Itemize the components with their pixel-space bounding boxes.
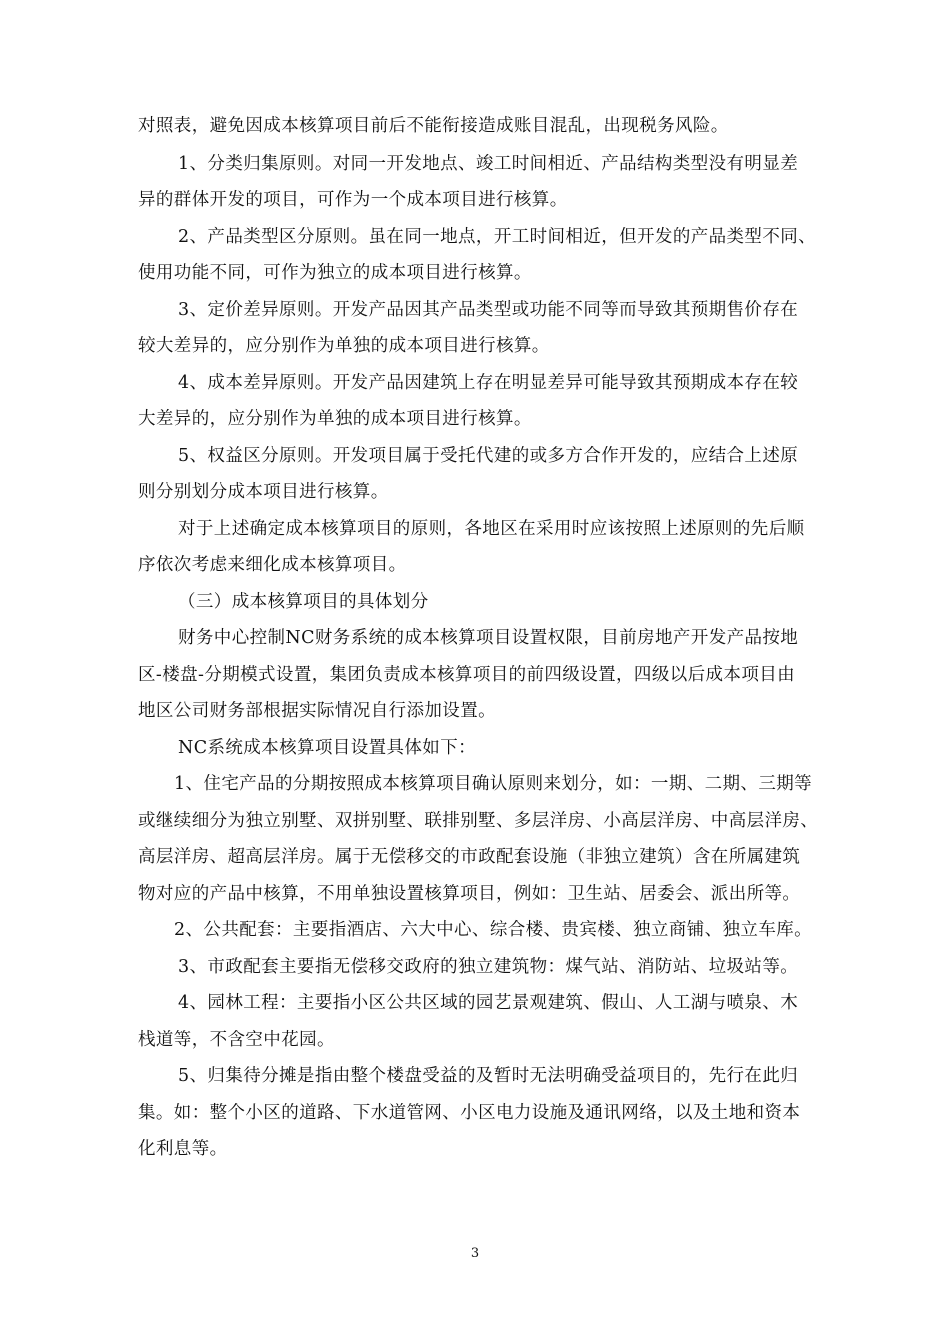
text-line: 异的群体开发的项目，可作为一个成本项目进行核算。 <box>138 190 568 210</box>
text-line: 较大差异的，应分别作为单独的成本项目进行核算。 <box>138 336 550 356</box>
text-line: 或继续细分为独立别墅、双拼别墅、联排别墅、多层洋房、小高层洋房、中高层洋房、 <box>138 811 819 831</box>
text-line: 化利息等。 <box>138 1139 228 1159</box>
text-line: 对照表，避免因成本核算项目前后不能衔接造成账目混乱，出现税务风险。 <box>138 116 729 136</box>
text-line: 3、市政配套主要指无偿移交政府的独立建筑物：煤气站、消防站、垃圾站等。 <box>178 957 799 977</box>
text-line: 5、权益区分原则。开发项目属于受托代建的或多方合作开发的，应结合上述原 <box>178 446 799 466</box>
text-line: 高层洋房、超高层洋房。属于无偿移交的市政配套设施（非独立建筑）含在所属建筑 <box>138 847 801 867</box>
page-number: 3 <box>470 1246 480 1261</box>
text-line: 1、分类归集原则。对同一开发地点、竣工时间相近、产品结构类型没有明显差 <box>178 154 799 174</box>
text-line: 2、公共配套：主要指酒店、六大中心、综合楼、贵宾楼、独立商铺、独立车库。 <box>174 920 813 940</box>
section-heading: （三）成本核算项目的具体划分 <box>178 592 429 612</box>
text-line: 序依次考虑来细化成本核算项目。 <box>138 555 407 575</box>
text-line: 栈道等，不含空中花园。 <box>138 1030 335 1050</box>
text-line: 4、园林工程：主要指小区公共区域的园艺景观建筑、假山、人工湖与喷泉、木 <box>178 993 799 1013</box>
text-line: 2、产品类型区分原则。虽在同一地点，开工时间相近，但开发的产品类型不同、 <box>178 227 817 247</box>
text-line: 地区公司财务部根据实际情况自行添加设置。 <box>138 701 496 721</box>
text-line: 对于上述确定成本核算项目的原则，各地区在采用时应该按照上述原则的先后顺 <box>178 519 805 539</box>
text-line: NC系统成本核算项目设置具体如下： <box>178 738 477 758</box>
text-line: 则分别划分成本项目进行核算。 <box>138 482 389 502</box>
text-line: 3、定价差异原则。开发产品因其产品类型或功能不同等而导致其预期售价存在 <box>178 300 799 320</box>
text-line: 4、成本差异原则。开发产品因建筑上存在明显差异可能导致其预期成本存在较 <box>178 373 799 393</box>
text-line: 集。如：整个小区的道路、下水道管网、小区电力设施及通讯网络，以及土地和资本 <box>138 1103 801 1123</box>
text-line: 物对应的产品中核算，不用单独设置核算项目，例如：卫生站、居委会、派出所等。 <box>138 884 801 904</box>
text-line: 财务中心控制NC财务系统的成本核算项目设置权限，目前房地产开发产品按地 <box>178 628 799 648</box>
text-line: 区-楼盘-分期模式设置，集团负责成本核算项目的前四级设置，四级以后成本项目由 <box>138 665 796 685</box>
text-line: 使用功能不同，可作为独立的成本项目进行核算。 <box>138 263 532 283</box>
text-line: 1、住宅产品的分期按照成本核算项目确认原则来划分，如：一期、二期、三期等 <box>174 774 813 794</box>
text-line: 5、归集待分摊是指由整个楼盘受益的及暂时无法明确受益项目的，先行在此归 <box>178 1066 799 1086</box>
text-line: 大差异的，应分别作为单独的成本项目进行核算。 <box>138 409 532 429</box>
